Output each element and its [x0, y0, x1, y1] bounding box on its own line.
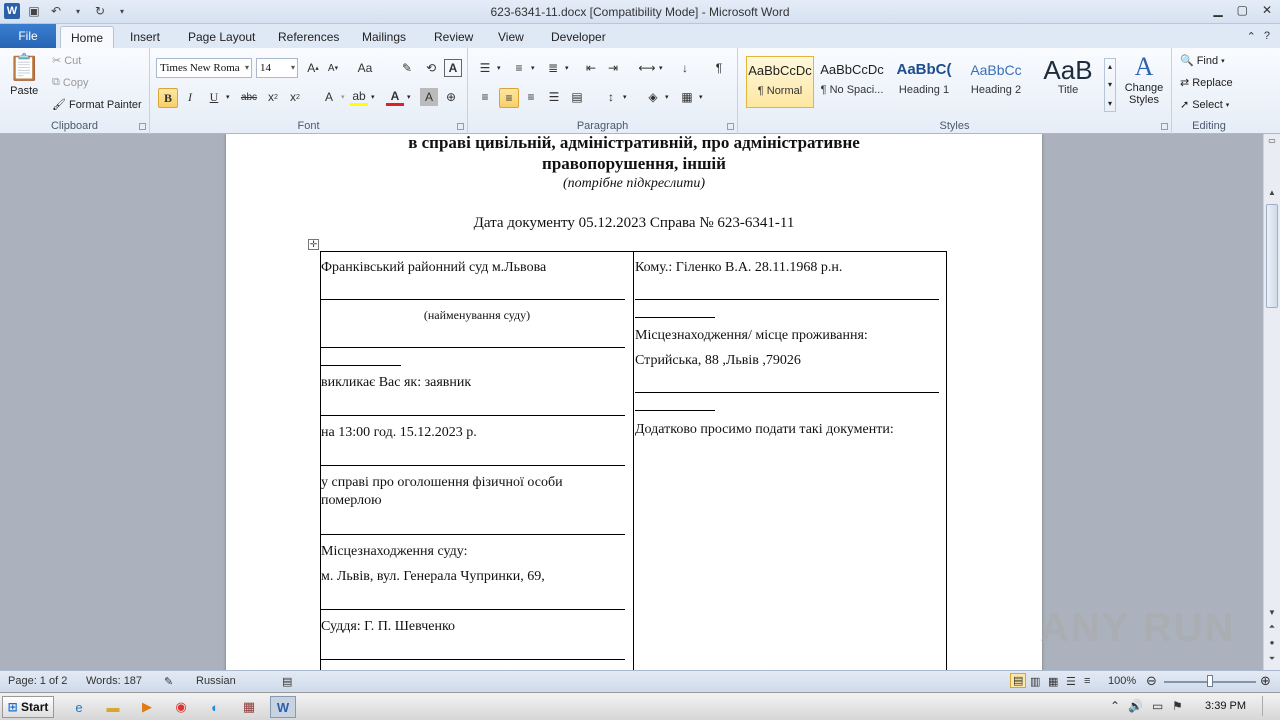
hearing-time: на 13:00 год. 15.12.2023 р. [321, 425, 477, 440]
scissors-icon: ✂ [52, 55, 62, 67]
font-launcher[interactable] [457, 123, 464, 130]
archive-icon[interactable]: ▦ [242, 699, 256, 714]
rule [321, 534, 625, 535]
customize-qat-icon[interactable]: ▾ [119, 6, 124, 16]
rule [635, 392, 939, 393]
additional-documents: Додатково просимо подати такі документи: [635, 422, 894, 437]
font-size-combo[interactable]: 14 ▾ [256, 58, 298, 78]
clipboard-group [0, 48, 150, 134]
paste-button[interactable]: 📋 Paste [8, 52, 41, 97]
tab-file[interactable]: File [0, 24, 56, 48]
print-layout-icon[interactable]: ▤ [1010, 673, 1026, 688]
style-normal[interactable]: AaBbCcDc ¶ Normal [746, 56, 814, 108]
decrease-indent-icon[interactable]: ⇤ [585, 61, 597, 75]
scroll-up-icon[interactable]: ▲ [1268, 188, 1276, 197]
court-name: Франківський районний суд м.Львова [321, 260, 547, 275]
bold-button[interactable]: B [158, 88, 178, 108]
multilevel-list-icon[interactable]: ≣ ▾ [547, 61, 569, 75]
macro-recording-icon[interactable]: ▤ [282, 676, 293, 688]
text-effect-icon[interactable]: A ▾ [324, 90, 345, 104]
heading-line-1: в справі цивільній, адміністративній, про адміністративне [408, 134, 860, 152]
paragraph-launcher[interactable] [727, 123, 734, 130]
volume-icon[interactable]: 🔊 [1128, 699, 1143, 713]
next-page-icon[interactable]: ⏷ [1268, 654, 1276, 663]
show-marks-icon[interactable]: ¶ [715, 61, 723, 75]
grow-font-icon[interactable]: A ▴ [307, 61, 319, 75]
show-hidden-icons[interactable]: ⌃ [1110, 699, 1121, 713]
rule [321, 659, 625, 660]
clock[interactable]: 3:39 PM [1205, 700, 1246, 712]
justify-icon[interactable]: ☰ [548, 90, 560, 104]
binoculars-icon: 🔍 [1180, 55, 1194, 67]
highlight-color-icon[interactable]: ab ▾ [350, 88, 375, 106]
rule [321, 465, 625, 466]
zoom-slider-thumb[interactable] [1207, 675, 1213, 687]
language[interactable]: Russian [196, 675, 236, 687]
text-effects-icon[interactable]: ⟲ [425, 61, 437, 75]
replace-icon: ⇄ [1180, 77, 1190, 89]
line-spacing-icon[interactable]: ↕ ▾ [608, 90, 627, 104]
styles-label: Styles [939, 120, 970, 132]
previous-page-icon[interactable]: ⏶ [1268, 622, 1276, 631]
align-left-icon[interactable]: ≡ [481, 90, 489, 104]
ruler-toggle-icon[interactable]: ▭ [1268, 136, 1276, 145]
styles-scroll[interactable]: ▴ ▾ ▾ [1104, 58, 1116, 112]
distributed-icon[interactable]: ▤ [571, 90, 583, 104]
close-icon[interactable]: ✕ [1261, 3, 1272, 17]
change-styles-icon: A [1134, 52, 1154, 81]
save-icon[interactable]: ▣ [28, 4, 40, 18]
media-player-icon[interactable]: ▶ [142, 699, 152, 714]
document-info: Дата документу 05.12.2023 Справа № 623-6341-11 [473, 215, 795, 231]
clear-formatting-icon[interactable]: ✎ [401, 61, 413, 75]
italic-button[interactable]: I [188, 89, 192, 104]
font-group [150, 48, 468, 134]
style-heading-1[interactable]: AaBbC( Heading 1 [896, 61, 952, 96]
paragraph-group [468, 48, 738, 134]
font-color-icon[interactable]: A ▾ [386, 88, 411, 106]
zoom-level[interactable]: 100% [1108, 675, 1137, 687]
rule [321, 299, 625, 300]
character-border-icon[interactable]: A [444, 59, 462, 77]
help-icon[interactable]: ? [1263, 30, 1270, 42]
network-icon[interactable]: ▭ [1152, 699, 1164, 713]
numbering-icon[interactable]: ≡ ▾ [515, 61, 535, 75]
font-name-combo[interactable]: Times New Roma ▾ [156, 58, 252, 78]
chrome-icon[interactable]: ◉ [175, 699, 187, 714]
format-painter-button[interactable]: 🖌 Format Painter [52, 98, 142, 111]
zoom-in-icon[interactable]: ⊕ [1260, 673, 1271, 688]
ribbon-tabs [0, 24, 1280, 48]
case-description-line-2: померлою [321, 493, 382, 508]
word-taskbar-icon[interactable]: W [270, 696, 296, 718]
tab-insert[interactable]: Insert [130, 30, 161, 44]
increase-indent-icon[interactable]: ⇥ [607, 61, 619, 75]
summons-role: викликає Вас як: заявник [321, 375, 472, 390]
paragraph-label: Paragraph [576, 120, 629, 132]
status-bar [0, 670, 1280, 692]
subscript-button[interactable]: x 2 [268, 90, 278, 104]
tab-developer[interactable]: Developer [551, 30, 606, 44]
ribbon [0, 48, 1280, 134]
summons-table [320, 251, 947, 670]
tab-references[interactable]: References [278, 30, 340, 44]
ie-icon[interactable]: e [75, 699, 83, 715]
draft-icon[interactable]: ≡ [1084, 675, 1091, 687]
show-desktop-button[interactable] [1262, 696, 1276, 716]
proofing-icon[interactable]: ✎ [164, 676, 174, 688]
align-right-icon[interactable]: ≡ [527, 90, 535, 104]
clipboard-label: Clipboard [50, 120, 99, 132]
rule [321, 609, 625, 610]
document-page[interactable] [226, 134, 1042, 670]
style-heading-2[interactable]: AaBbCc Heading 2 [970, 62, 1022, 96]
folder-icon[interactable]: ▬ [106, 699, 120, 715]
court-location-label: Місцезнаходження суду: [321, 544, 468, 559]
undo-icon[interactable]: ↶ [50, 4, 62, 18]
replace-button[interactable]: ⇄ Replace [1180, 76, 1233, 89]
maximize-icon[interactable]: ▢ [1236, 3, 1248, 17]
word-count[interactable]: Words: 187 [86, 675, 143, 687]
redo-icon[interactable]: ↻ [94, 4, 106, 18]
scroll-thumb[interactable] [1266, 204, 1278, 308]
copy-button[interactable]: ⧉ Copy [52, 76, 89, 89]
enclose-characters-icon[interactable]: ⊕ [445, 90, 457, 104]
editing-label: Editing [1192, 120, 1226, 132]
tab-home[interactable]: Home [60, 26, 114, 48]
find-button[interactable]: 🔍 Find ▾ [1180, 54, 1225, 67]
change-styles-button[interactable]: A Change Styles [1124, 52, 1164, 106]
editing-group [1172, 48, 1246, 134]
table-move-handle-icon[interactable]: ✛ [309, 239, 318, 249]
edge-icon[interactable]: ◐ [211, 699, 219, 715]
document-area [0, 134, 1263, 670]
watermark: ANY RUN [1040, 606, 1236, 650]
cursor-icon: ➚ [1180, 99, 1190, 111]
table-column-divider [633, 252, 634, 670]
bullets-icon[interactable]: ☰ ▾ [479, 61, 501, 75]
paste-icon: 📋 [8, 52, 41, 82]
vertical-scrollbar[interactable] [1263, 134, 1280, 670]
align-center-icon[interactable]: ≡ [499, 88, 519, 108]
dropdown-icon[interactable]: ▾ [75, 6, 80, 16]
address-value: Стрийська, 88 ,Львів ,79026 [635, 353, 801, 368]
full-screen-reading-icon[interactable]: ▥ [1030, 676, 1041, 688]
tab-mailings[interactable]: Mailings [362, 30, 407, 44]
rule [635, 299, 939, 300]
clipboard-launcher[interactable] [139, 123, 146, 130]
window-controls [1213, 3, 1272, 17]
window-title: 623-6341-11.docx [Compatibility Mode] - Microsoft Word [490, 5, 790, 19]
style-title[interactable]: AaB Title [1043, 56, 1093, 96]
select-button[interactable]: ➚ Select ▾ [1180, 98, 1230, 111]
underline-button[interactable]: U ▾ [209, 89, 230, 104]
asian-layout-icon[interactable]: ⟷ ▾ [638, 61, 663, 75]
styles-group [738, 48, 1172, 134]
web-layout-icon[interactable]: ▦ [1048, 676, 1059, 688]
judge-name: Суддя: Г. П. Шевченко [321, 619, 456, 634]
page-count[interactable]: Page: 1 of 2 [8, 675, 68, 687]
superscript-button[interactable]: x 2 [290, 90, 300, 104]
rule [321, 415, 625, 416]
minimize-ribbon-icon[interactable]: ⌃ [1246, 31, 1256, 43]
rule [635, 317, 715, 318]
word-logo-icon[interactable]: W [4, 3, 20, 19]
taskbar [0, 692, 1280, 720]
case-description-line-1: у справі про оголошення фізичної особи [321, 475, 563, 490]
scroll-down-icon[interactable]: ▼ [1268, 608, 1276, 617]
start-button[interactable]: ⊞ Start [2, 696, 54, 718]
address-label: Місцезнаходження/ місце проживання: [635, 328, 868, 343]
recipient: Кому.: Гіленко В.А. 28.11.1968 р.н. [635, 260, 843, 275]
rule [321, 347, 625, 348]
rule [321, 365, 401, 366]
tab-view[interactable]: View [498, 30, 524, 44]
style-no-spacing[interactable]: AaBbCcDc ¶ No Spaci... [820, 62, 884, 96]
flag-icon[interactable]: ⚑ [1172, 699, 1183, 713]
minimize-icon[interactable]: ▁ [1213, 3, 1223, 17]
heading-line-2: правопорушення, іншій [542, 154, 726, 173]
heading-note: (потрібне підкреслити) [562, 176, 705, 191]
title-bar [0, 0, 1280, 24]
borders-icon[interactable]: ▦ ▾ [681, 90, 703, 104]
shading-icon[interactable]: ◈ ▾ [648, 90, 669, 104]
copy-icon: ⧉ [52, 76, 60, 88]
sort-icon[interactable]: ↓ [682, 61, 688, 75]
strikethrough-button[interactable]: abc [240, 91, 258, 103]
zoom-out-icon[interactable]: ⊖ [1146, 673, 1157, 688]
court-caption: (найменування суду) [423, 308, 531, 322]
select-browse-object-icon[interactable]: ● [1269, 638, 1275, 647]
cut-button[interactable]: ✂ Cut [52, 54, 82, 67]
brush-icon: 🖌 [52, 99, 66, 111]
shrink-font-icon[interactable]: A ▾ [327, 62, 339, 74]
windows-logo-icon: ⊞ [7, 700, 18, 714]
tab-review[interactable]: Review [434, 30, 474, 44]
rule [635, 410, 715, 411]
change-case-icon[interactable]: Aa [357, 61, 373, 75]
styles-launcher[interactable] [1161, 123, 1168, 130]
ribbon-right-controls [1247, 30, 1270, 43]
font-label: Font [297, 120, 320, 132]
court-location-value: м. Львів, вул. Генерала Чупринки, 69, [321, 569, 545, 584]
tab-page-layout[interactable]: Page Layout [188, 30, 256, 44]
outline-icon[interactable]: ☰ [1066, 676, 1076, 688]
character-shading-icon[interactable]: A [420, 88, 438, 106]
